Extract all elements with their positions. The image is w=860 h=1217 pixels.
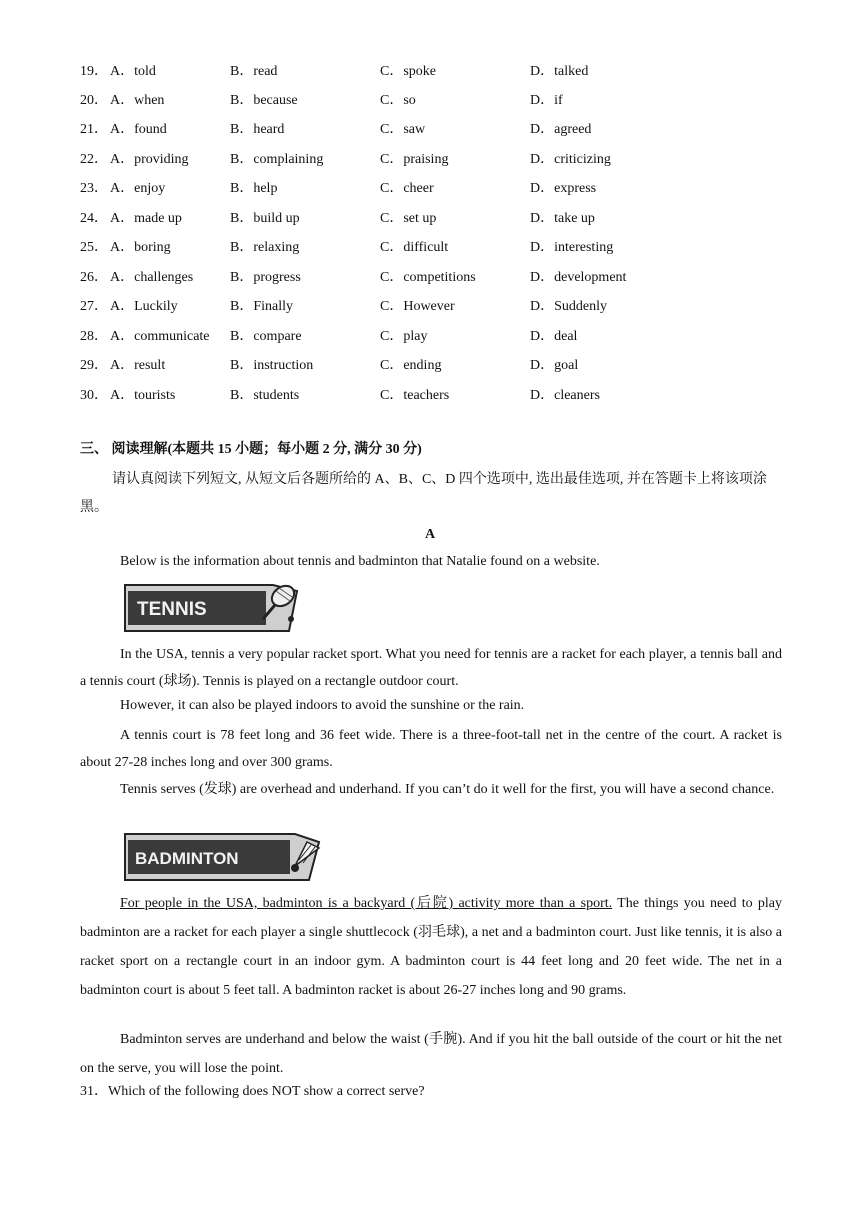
option-b: B．help	[230, 181, 278, 196]
option-d: D．Suddenly	[530, 299, 607, 314]
option-b: B．Finally	[230, 299, 294, 314]
option-a: A．communicate	[110, 329, 210, 344]
option-a: A．told	[110, 64, 156, 79]
option-row-21	[0, 118, 860, 138]
question-number: 26．	[80, 270, 108, 285]
option-a: A．found	[110, 122, 167, 137]
option-c: C．saw	[380, 122, 426, 137]
option-a: A．enjoy	[110, 181, 166, 196]
option-a: A．challenges	[110, 270, 194, 285]
option-b: B．read	[230, 64, 278, 79]
option-d: D．criticizing	[530, 152, 611, 167]
option-d: D．express	[530, 181, 597, 196]
option-c: C．play	[380, 329, 428, 344]
option-c: C．set up	[380, 211, 437, 226]
badminton-banner-graphic	[123, 830, 323, 884]
option-a: A．result	[110, 358, 166, 373]
option-d: D．goal	[530, 358, 579, 373]
option-d: D．take up	[530, 211, 595, 226]
intro-text: Below is the information about tennis and badminton that Natalie found on a website.	[120, 554, 600, 569]
question-number: 20．	[80, 93, 108, 108]
section-instruction	[80, 466, 782, 522]
option-d: D．cleaners	[530, 388, 600, 403]
option-row-29	[0, 354, 860, 374]
option-a: A．boring	[110, 240, 171, 255]
question-number: 23．	[80, 181, 108, 196]
tennis-paragraph-4	[80, 776, 782, 803]
option-b: B．because	[230, 93, 298, 108]
question-31-text: 31．Which of the following does NOT show a correct serve?	[80, 1084, 425, 1099]
option-row-30	[0, 384, 860, 404]
option-row-22	[0, 148, 860, 168]
option-b: B．progress	[230, 270, 301, 285]
option-a: A．tourists	[110, 388, 176, 403]
question-31	[80, 1083, 782, 1101]
question-number: 28．	[80, 329, 108, 344]
option-d: D．if	[530, 93, 563, 108]
option-c: C．However	[380, 299, 455, 314]
option-d: D．development	[530, 270, 627, 285]
option-row-28	[0, 325, 860, 345]
option-d: D．deal	[530, 329, 578, 344]
tennis-paragraph-1	[80, 641, 782, 695]
option-c: C．ending	[380, 358, 442, 373]
tennis-banner-graphic	[123, 581, 303, 635]
badminton-p2-text: Badminton serves are underhand and below the waist (手腕). And if you hit the ball outside of the court or hit the net on the serve, you will lose the point.	[80, 1032, 782, 1076]
tennis-p3-text: A tennis court is 78 feet long and 36 feet wide. There is a three-foot-tall net in the centre of the court. A racket is about 27-28 inches long and over 300 grams.	[80, 728, 782, 770]
tennis-banner	[123, 581, 303, 635]
tennis-paragraph-2	[80, 697, 782, 715]
option-d: D．interesting	[530, 240, 614, 255]
question-number: 24．	[80, 211, 108, 226]
badminton-banner	[123, 830, 323, 884]
option-b: B．relaxing	[230, 240, 300, 255]
option-a: A．made up	[110, 211, 182, 226]
option-b: B．build up	[230, 211, 300, 226]
tennis-p4-text: Tennis serves (发球) are overhead and underhand. If you can’t do it well for the first, you will have a second chance.	[120, 782, 775, 797]
tennis-banner-label: TENNIS	[137, 599, 207, 620]
question-number: 22．	[80, 152, 108, 167]
badminton-p1-text: The things you need to play badminton are a racket for each player a single shuttlecock (羽毛球), a net and a badminton court. Just like tennis, it is also a racket sport on a rectangle court in an indoor gym. A badminton court is 44 feet long and 20 feet wide. The net in a badminton court is about 5 feet tall. A badminton racket is about 26-27 inches long and 90 grams.	[80, 896, 782, 998]
option-row-24	[0, 207, 860, 227]
underlined-sentence: For people in the USA, badminton is a backyard (后院) activity more than a sport.	[120, 896, 613, 911]
option-a: A．providing	[110, 152, 189, 167]
option-row-27	[0, 295, 860, 315]
instruction-text: 请认真阅读下列短文, 从短文后各题所给的 A、B、C、D 四个选项中, 选出最佳选项, 并在答题卡上将该项涂黑。	[80, 472, 767, 515]
option-row-19	[0, 60, 860, 80]
tennis-p1-text: In the USA, tennis a very popular racket sport. What you need for tennis are a racket for each player, a tennis ball and a tennis court (球场). Tennis is played on a rectangle outdoor court.	[80, 647, 782, 689]
section-title: 三、 阅读理解(本题共 15 小题；每小题 2 分, 满分 30 分)	[80, 442, 422, 457]
option-d: D．talked	[530, 64, 589, 79]
option-row-26	[0, 266, 860, 286]
option-c: C．teachers	[380, 388, 450, 403]
question-number: 27．	[80, 299, 108, 314]
option-b: B．compare	[230, 329, 302, 344]
option-row-25	[0, 236, 860, 256]
option-d: D．agreed	[530, 122, 592, 137]
option-b: B．complaining	[230, 152, 324, 167]
option-row-20	[0, 89, 860, 109]
question-number: 19．	[80, 64, 108, 79]
passage-label: A	[424, 527, 436, 542]
option-b: B．heard	[230, 122, 285, 137]
option-c: C．so	[380, 93, 416, 108]
tennis-p2-text: However, it can also be played indoors to avoid the sunshine or the rain.	[120, 698, 525, 713]
tennis-paragraph-3	[80, 722, 782, 776]
question-number: 29．	[80, 358, 108, 373]
option-row-23	[0, 177, 860, 197]
option-a: A．when	[110, 93, 165, 108]
passage-intro	[80, 553, 782, 571]
option-c: C．competitions	[380, 270, 476, 285]
option-c: C．praising	[380, 152, 449, 167]
option-b: B．students	[230, 388, 300, 403]
badminton-paragraph-2	[80, 1025, 782, 1083]
option-c: C．difficult	[380, 240, 449, 255]
badminton-paragraph-1	[80, 889, 782, 1005]
question-number: 21．	[80, 122, 108, 137]
option-a: A．Luckily	[110, 299, 178, 314]
option-c: C．cheer	[380, 181, 434, 196]
question-number: 30．	[80, 388, 108, 403]
question-number: 25．	[80, 240, 108, 255]
badminton-banner-label: BADMINTON	[135, 849, 239, 868]
option-b: B．instruction	[230, 358, 314, 373]
option-c: C．spoke	[380, 64, 436, 79]
